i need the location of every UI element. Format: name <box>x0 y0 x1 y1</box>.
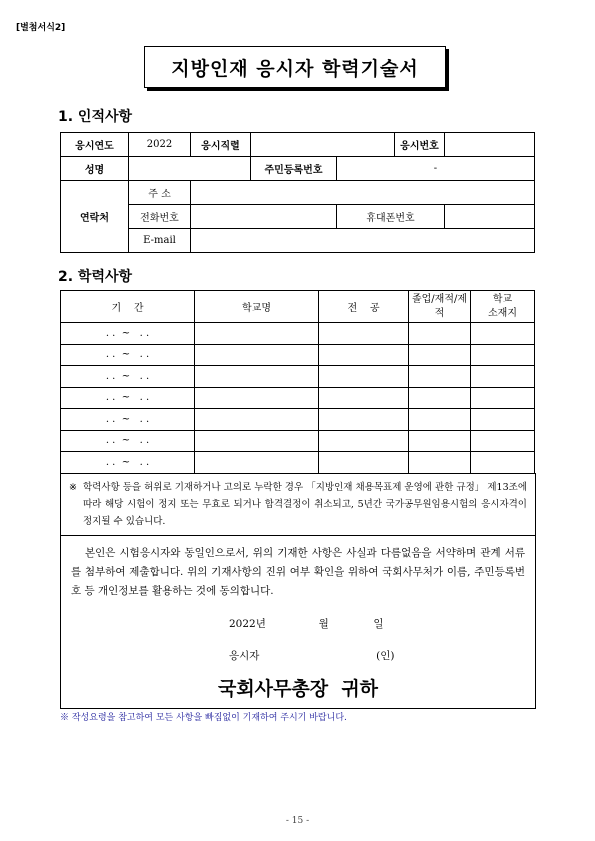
major-header: 전 공 <box>319 291 409 323</box>
period-cell[interactable]: . . ~ . . <box>61 409 195 431</box>
position-field[interactable] <box>251 133 395 157</box>
note-text: 학력사항 등을 허위로 기재하거나 고의로 누락한 경우 「지방인재 채용목표제 운영에 관한 규정」 제13조에 따라 해당 시험이 정지 또는 무효로 되거나 합격결정이 취소되고, 5년간 국가공무원임용시험의 응시자격이 정지될 수 있습니다. <box>82 482 527 527</box>
applicant-line <box>229 648 394 663</box>
status-cell[interactable] <box>409 409 471 431</box>
school-cell[interactable] <box>195 452 319 474</box>
education-row <box>61 387 535 409</box>
addressee: 국회사무총장 귀하 <box>217 678 379 700</box>
date-year: 2022년 <box>229 618 266 630</box>
location-cell[interactable] <box>471 430 535 452</box>
school-header: 학교명 <box>195 291 319 323</box>
contact-label: 연락처 <box>61 181 129 253</box>
period-cell[interactable]: . . ~ . . <box>61 366 195 388</box>
date-line <box>229 616 384 631</box>
location-cell[interactable] <box>471 323 535 345</box>
year-value[interactable]: 2022 <box>129 133 191 157</box>
address-field[interactable] <box>191 181 535 205</box>
section-personal-heading: 1. 인적사항 <box>58 109 133 125</box>
mobile-label: 휴대폰번호 <box>337 205 445 229</box>
school-cell[interactable] <box>195 430 319 452</box>
major-cell[interactable] <box>319 387 409 409</box>
major-cell[interactable] <box>319 344 409 366</box>
status-cell[interactable] <box>409 323 471 345</box>
period-cell[interactable]: . . ~ . . <box>61 452 195 474</box>
school-cell[interactable] <box>195 344 319 366</box>
major-cell[interactable] <box>319 430 409 452</box>
rrn-label: 주민등록번호 <box>251 157 337 181</box>
note-marker: ※ <box>69 482 77 493</box>
education-row <box>61 366 535 388</box>
position-label: 응시직렬 <box>191 133 251 157</box>
date-day: 일 <box>373 618 384 630</box>
personal-info-table <box>60 132 535 253</box>
location-header: 학교 소재지 <box>471 291 535 323</box>
school-cell[interactable] <box>195 387 319 409</box>
year-label: 응시연도 <box>61 133 129 157</box>
mobile-field[interactable] <box>445 205 535 229</box>
major-cell[interactable] <box>319 323 409 345</box>
status-cell[interactable] <box>409 366 471 388</box>
section-education-heading: 2. 학력사항 <box>58 269 133 285</box>
consent-text: 본인은 시험응시자와 동일인으로서, 위의 기재한 사항은 사실과 다름없음을 서약하며 관계 서류를 첨부하여 제출합니다. 위의 기재사항의 진위 여부 확인을 위하여 국회사무처가 이름, 주민등록번호 등 개인정보를 활용하는 것에 동의합니다. <box>71 547 525 597</box>
location-cell[interactable] <box>471 409 535 431</box>
rrn-field[interactable]: - <box>337 157 535 181</box>
date-month: 월 <box>318 618 329 630</box>
exam-no-field[interactable] <box>445 133 535 157</box>
school-cell[interactable] <box>195 323 319 345</box>
status-header-text: 졸업/재적/제적 <box>411 293 468 319</box>
name-field[interactable] <box>129 157 251 181</box>
email-label: E-mail <box>129 229 191 253</box>
location-cell[interactable] <box>471 344 535 366</box>
consent-box <box>60 535 536 709</box>
period-cell[interactable]: . . ~ . . <box>61 387 195 409</box>
form-tag: [별첨서식2] <box>16 23 66 33</box>
page-number: - 15 - <box>285 816 310 826</box>
major-cell[interactable] <box>319 452 409 474</box>
major-cell[interactable] <box>319 366 409 388</box>
education-row <box>61 409 535 431</box>
address-label: 주 소 <box>129 181 191 205</box>
education-row <box>61 344 535 366</box>
location-cell[interactable] <box>471 366 535 388</box>
location-cell[interactable] <box>471 387 535 409</box>
status-cell[interactable] <box>409 452 471 474</box>
status-cell[interactable] <box>409 344 471 366</box>
education-row <box>61 430 535 452</box>
document-title: 지방인재 응시자 학력기술서 <box>144 46 446 88</box>
applicant-label: 응시자 <box>229 650 260 662</box>
warning-note <box>60 473 536 536</box>
name-label: 성명 <box>61 157 129 181</box>
school-cell[interactable] <box>195 366 319 388</box>
major-cell[interactable] <box>319 409 409 431</box>
exam-no-label: 응시번호 <box>395 133 445 157</box>
period-cell[interactable]: . . ~ . . <box>61 323 195 345</box>
email-field[interactable] <box>191 229 535 253</box>
status-cell[interactable] <box>409 387 471 409</box>
period-cell[interactable]: . . ~ . . <box>61 344 195 366</box>
footer-note: ※ 작성요령을 참고하여 모든 사항을 빠짐없이 기재하여 주시기 바랍니다. <box>60 713 347 723</box>
education-table <box>60 290 535 474</box>
education-row <box>61 452 535 474</box>
period-cell[interactable]: . . ~ . . <box>61 430 195 452</box>
phone-field[interactable] <box>191 205 337 229</box>
location-cell[interactable] <box>471 452 535 474</box>
status-header <box>409 291 471 323</box>
status-cell[interactable] <box>409 430 471 452</box>
seal-label: (인) <box>376 650 395 662</box>
period-header: 기 간 <box>61 291 195 323</box>
phone-label: 전화번호 <box>129 205 191 229</box>
education-row <box>61 323 535 345</box>
school-cell[interactable] <box>195 409 319 431</box>
